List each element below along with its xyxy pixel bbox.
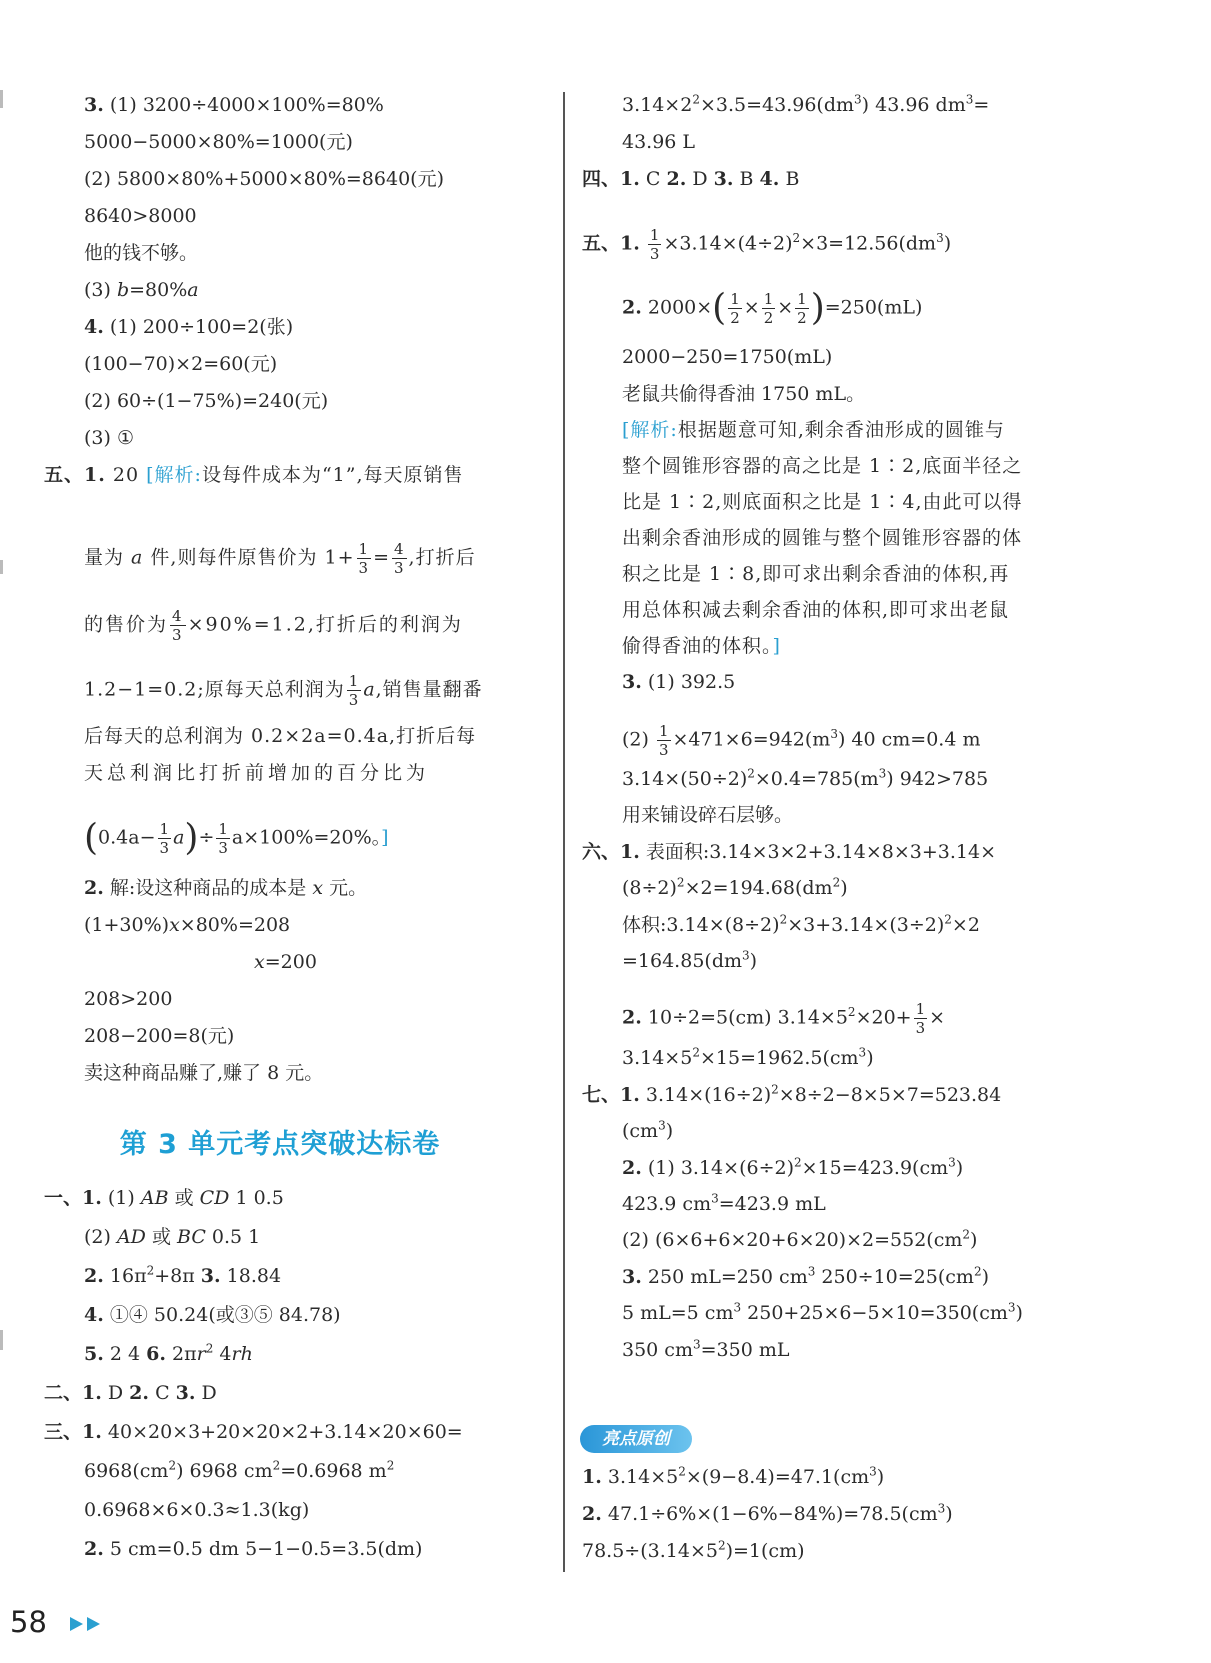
page-edge-mark (0, 1330, 3, 1350)
fraction: $\frac{1}{2}$ (730, 290, 740, 327)
answer-line: 208>200 (84, 988, 173, 1010)
answer-line: 体积$:3.14\times(8\div 2)^2\times 3+3.14\times(3\div 2)^2\times 2$ (622, 912, 980, 936)
fraction: $\frac{1}{2}$ (797, 290, 807, 327)
answer-line: (3) b=80%a (84, 279, 199, 301)
answer-line: 2. $16\pi^2+8\pi$ 3. 18.84 (84, 1263, 282, 1287)
answer-line: 350 $cm^3=350$ mL (622, 1337, 790, 1361)
answer-line: 2. (1) $3.14\times(6\div 2)^2\times 15=423.9(cm^3)$ (622, 1155, 964, 1179)
answer-line: 五、1. 20 [解析:设每件成本为“1”,每天原销售 (44, 464, 464, 486)
answer-line: 2000−250=1750(mL) (622, 346, 833, 368)
answer-line: (2) AD 或 BC 0.5 1 (84, 1226, 261, 1248)
page-edge-mark (0, 90, 3, 108)
answer-line: $(8\div 2)^2\times 2=194.68(dm^2)$ (622, 875, 848, 899)
answer-line: 2. 解:设这种商品的成本是 x 元。 (84, 877, 368, 899)
answer-line: (2) 5800×80%+5000×80%=8640(元) (84, 168, 444, 190)
answer-line: 积之比是 1∶8,即可求出剩余香油的体积,再 (622, 563, 1010, 585)
answer-line: 2. 10÷2=5(cm) $3.14\times 5^2\times 20+$ $\frac{1}{3}$ × (622, 1000, 946, 1037)
answer-line: 2. 5 cm=0.5 dm 5−1−0.5=3.5(dm) (84, 1538, 423, 1560)
fraction: $\frac{1}{3}$ (915, 1000, 926, 1037)
answer-line: $(cm^3)$ (622, 1118, 674, 1142)
answer-line: 2. 2000×( $\frac{1}{2}$ × $\frac{1}{2}$ × $\frac{1}{2}$ )=250(mL) (622, 287, 923, 329)
answer-line: 二、1. D 2. C 3. D (44, 1382, 217, 1404)
answer-line: 量为 a 件,则每件原售价为 1+ $\frac{1}{3}$ = $\frac{4}{3}$ ,打折后 (84, 540, 476, 577)
answer-line: 3. (1) 392.5 (622, 671, 736, 693)
answer-line: $6968(cm^2)$ 6968 $cm^2=0.6968$ $m^2$ (84, 1458, 395, 1482)
answer-line: 天总利润比打折前增加的百分比为 (84, 762, 430, 784)
answer-line: 七、1. $3.14\times(16\div 2)^2\times 8\div 2-8\times 5\times 7=523.84$ (582, 1082, 1002, 1106)
fraction: $\frac{1}{3}$ (218, 820, 228, 857)
answer-line: 0.6968×6×0.3≈1.3(kg) (84, 1499, 310, 1521)
fraction: $\frac{1}{3}$ (159, 820, 170, 857)
answer-line: 四、1. C 2. D 3. B 4. B (582, 168, 800, 190)
answer-line: 1.2−1=0.2;原每天总利润为 $\frac{1}{3}$ a,销售量翻番 (84, 672, 483, 709)
answer-line: $3.14\times 2^2\times 3.5=43.96(dm^3)$ 43.96 $dm^3=$ (622, 92, 990, 116)
fraction: $\frac{1}{3}$ (358, 540, 370, 577)
answer-line: 8640>8000 (84, 205, 197, 227)
section-title: 第 3 单元考点突破达标卷 (119, 1129, 441, 1160)
answer-line: 出剩余香油形成的圆锥与整个圆锥形容器的体 (622, 527, 1023, 549)
answer-line: 5. 2 4 6. $2\pi r^2$ 4rh (84, 1341, 253, 1365)
answer-line: [解析:根据题意可知,剩余香油形成的圆锥与 (622, 419, 1005, 441)
column-divider (563, 92, 565, 1572)
answer-line: (2) 60÷(1−75%)=240(元) (84, 390, 329, 412)
answer-line: 老鼠共偷得香油 1750 mL。 (622, 383, 866, 405)
answer-line: 2. $47.1\div 6\%\times(1-6\%-84\%)=78.5(cm^3)$ (582, 1501, 953, 1525)
answer-line: 用来铺设碎石层够。 (622, 804, 794, 826)
answer-line: 三、1. 40×20×3+20×20×2+3.14×20×60= (44, 1421, 463, 1443)
highlight-badge: 亮点原创 (580, 1425, 692, 1453)
fraction: $\frac{4}{3}$ (393, 540, 405, 577)
page-edge-mark (0, 560, 3, 574)
fraction: $\frac{1}{3}$ (658, 722, 669, 759)
answer-line: 用总体积减去剩余香油的体积,即可求出老鼠 (622, 599, 1010, 621)
answer-line: 1. $3.14\times 5^2\times(9-8.4)=47.1(cm^3)$ (582, 1464, 885, 1488)
answer-line: 4. (1) 200÷100=2(张) (84, 316, 294, 338)
answer-line: 卖这种商品赚了,赚了 8 元。 (84, 1062, 324, 1084)
page-number: 58 (10, 1605, 47, 1639)
answer-line: (0.4a− $\frac{1}{3}$ a)÷ $\frac{1}{3}$ a×100%=20%。] (84, 817, 389, 859)
answer-line: 5000−5000×80%=1000(元) (84, 131, 353, 153)
answer-line: 的售价为 $\frac{4}{3}$ ×90%=1.2,打折后的利润为 (84, 607, 463, 644)
answer-line: 后每天的总利润为 0.2×2a=0.4a,打折后每 (84, 725, 477, 747)
answer-line: 4. ①④ 50.24(或③⑤ 84.78) (84, 1304, 341, 1326)
answer-line: 一、1. (1) AB 或 CD 1 0.5 (44, 1187, 284, 1209)
fraction: $\frac{4}{3}$ (172, 607, 184, 644)
answer-line: (3) ① (84, 427, 134, 449)
answer-line: 五、1. $\frac{1}{3}$ $\times 3.14\times(4\div 2)^2\times 3=12.56(dm^3)$ (582, 226, 952, 263)
answer-line: $=164.85(dm^3)$ (622, 948, 758, 972)
answer-line: 比是 1∶2,则底面积之比是 1∶4,由此可以得 (622, 491, 1023, 513)
answer-line: (100−70)×2=60(元) (84, 353, 278, 375)
answer-line: x=200 (254, 951, 317, 973)
answer-line: (2) $\frac{1}{3}$ $\times 471\times 6=942(m^3)$ 40 cm=0.4 m (622, 722, 981, 759)
answer-line: $3.14\times 5^2\times 15=1962.5(cm^3)$ (622, 1045, 874, 1069)
answer-line: (1+30%)x×80%=208 (84, 914, 291, 936)
answer-line: 他的钱不够。 (84, 242, 199, 264)
answer-line: 偷得香油的体积。] (622, 635, 781, 657)
fraction: $\frac{1}{2}$ (763, 290, 774, 327)
fraction: $\frac{1}{3}$ (649, 226, 660, 263)
answer-line: $78.5\div(3.14\times 5^2)=1(cm)$ (582, 1538, 805, 1562)
answer-line: 3. 250 mL=250 $cm^3$ $250\div 10=25(cm^2)$ (622, 1264, 989, 1288)
answer-line: 整个圆锥形容器的高之比是 1∶2,底面半径之 (622, 455, 1023, 477)
answer-line: 5 mL=5 $cm^3$ $250+25\times 6-5\times 10=350(cm^3)$ (622, 1300, 1023, 1324)
double-arrow-icon (70, 1616, 104, 1632)
answer-line: 3. (1) 3200÷4000×100%=80% (84, 94, 384, 116)
fraction: $\frac{1}{3}$ (348, 672, 360, 709)
answer-line: $3.14\times(50\div 2)^2\times 0.4=785(m^3)$ 942>785 (622, 766, 989, 790)
answer-line: (2) $(6\times 6+6\times 20+6\times 20)\times 2=552(cm^2)$ (622, 1227, 978, 1251)
answer-line: 43.96 L (622, 131, 696, 153)
answer-line: 423.9 $cm^3=423.9$ mL (622, 1191, 826, 1215)
answer-line: 208−200=8(元) (84, 1025, 235, 1047)
answer-line: 六、1. 表面积:3.14×3×2+3.14×8×3+3.14× (582, 841, 996, 863)
